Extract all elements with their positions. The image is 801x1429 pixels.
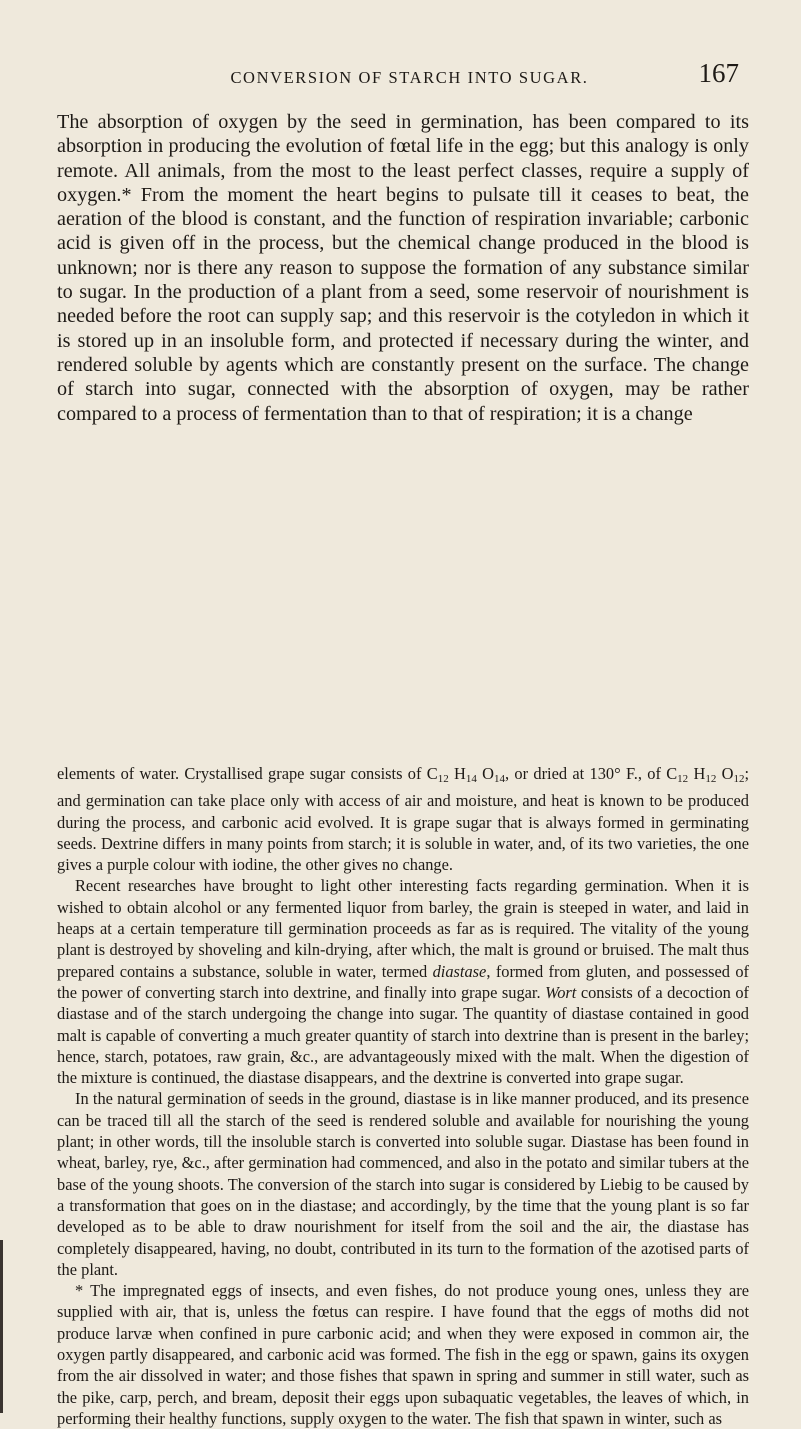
text-span: H: [688, 764, 706, 783]
main-paragraph: The absorption of oxygen by the seed in germination, has been compared to its absorption in producing the evolution of fœtal life in the egg; but this analogy is only remote. All animals, from the most to the least perfect classes, require a supply of oxygen.* From the moment the heart begins to pulsate till it ceases to beat, the aeration of the blood is constant, and the function of respiration invariable; carbonic acid is given off in the process, but the chemical change produced in the blood is unknown; nor is there any reason to suppose the formation of any substance similar to sugar. In the production of a plant from a seed, some reservoir of nourishment is needed before the root can supply sap; and this reservoir is the cotyledon in which it is stored up in an insoluble form, and protected if necessary during the winter, and rendered soluble by agents which are constantly present on the surface. The change of starch into sugar, connected with the absorption of oxygen, may be rather compared to a process of fermentation than to that of respiration; it is a change: [57, 111, 749, 425]
text-span: consists of a decoction of diastase and of the starch undergoing the change into sugar. The quantity of diastase contained in good malt is capable of converting a much greater quantity of starch into dextrine than is present in the barley; hence, starch, potatoes, raw grain, &c., are advantageously mixed with the malt. When the digestion of the mixture is continued, the diastase disappears, and the dextrine is converted into grape sugar.: [57, 982, 749, 1088]
subscript: 12: [733, 773, 745, 785]
italic-term: diastase: [432, 961, 487, 981]
page-header: [58, 58, 761, 98]
text-span: , formed from gluten, and possessed of the power of converting starch into dextrine, and finally into grape sugar.: [57, 961, 749, 1002]
running-title: CONVERSION OF STARCH INTO SUGAR.: [230, 68, 589, 87]
text-span: , or dried at 130° F., of C: [505, 764, 678, 783]
text-span: Recent researches have brought to light other interesting facts regarding germination. When it is wished to obtain alcohol or any fermented liquor from barley, the grain is steeped in water, and laid in heaps at a certain temperature till germination proceeds as far as is required. The vitality of the young plant is destroyed by shoveling and kiln-drying, after which, the malt is ground or bruised. The malt thus prepared contains a substance, soluble in water, termed: [57, 876, 749, 981]
subscript: 12: [437, 773, 449, 785]
note-paragraph-2: [57, 875, 749, 1088]
subscript: 14: [494, 773, 505, 785]
subscript: 12: [677, 773, 689, 785]
note-paragraph-4: * The impregnated eggs of insects, and even fishes, do not produce young ones, unless they are supplied with air, that is, unless the fœtus can respire. I have found that the eggs of moths did not produce larvæ when confined in pure carbonic acid; and when they were exposed in common air, the oxygen partly disappeared, and carbonic acid was formed. The fish in the egg or spawn, gains its oxygen from the air dissolved in water; and those fishes that spawn in spring and summer in still water, such as the pike, carp, perch, and bream, deposit their eggs upon subaquatic vegetables, the leaves of which, in performing their healthy functions, supply oxygen to the water. The fish that spawn in winter, such as: [57, 1281, 749, 1428]
note-paragraph-1: [57, 763, 749, 875]
text-span: H: [448, 764, 466, 783]
subscript: 14: [465, 773, 477, 785]
subscript: 12: [705, 773, 717, 785]
page-edge-shadow: [0, 1240, 3, 1413]
italic-term: Wort: [545, 982, 577, 1002]
text-span: O: [716, 764, 734, 783]
text-span: O: [476, 764, 494, 783]
text-span: ; and germination can take place only with access of air and moisture, and heat is known to be produced during the process, and carbonic acid evolved. It is grape sugar that is always formed in germinating seeds. Dextrine differs in many points from starch; it is soluble in water, and, of its two varieties, the one gives a purple colour with iodine, the other gives no change.: [57, 764, 750, 875]
main-text: [57, 110, 749, 426]
page-number: 167: [698, 58, 739, 88]
footnote-block: [57, 763, 749, 1429]
note-paragraph-3: In the natural germination of seeds in the ground, diastase is in like manner produced, and its presence can be traced till all the starch of the seed is rendered soluble and available for nourishing the young plant; in other words, till the insoluble starch is converted into soluble sugar. Diastase has been found in wheat, barley, rye, &c., after germination had commenced, and also in the potato and similar tubers at the base of the young shoots. The conversion of the starch into sugar is considered by Liebig to be caused by a transformation that goes on in the diastase; and accordingly, by the time that the young plant is so far developed as to be able to draw nourishment for itself from the soil and the air, the diastase has completely disappeared, having, no doubt, contributed in its turn to the formation of the azotised parts of the plant.: [57, 1089, 749, 1279]
text-span: elements of water. Crystallised grape sugar consists of C: [57, 764, 438, 783]
